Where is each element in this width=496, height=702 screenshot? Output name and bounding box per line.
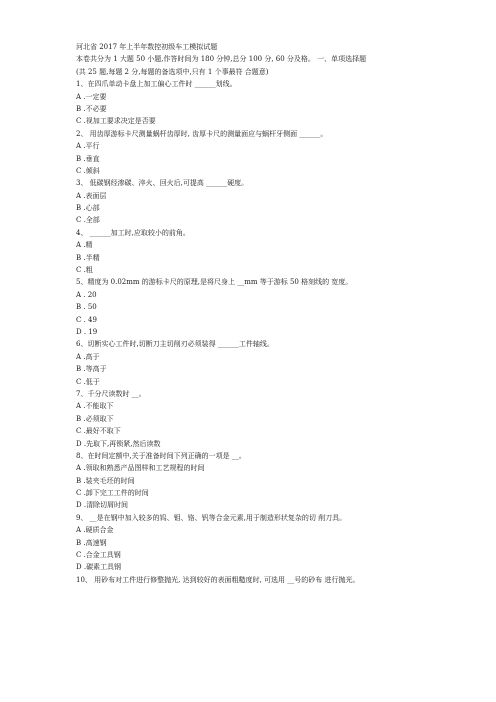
question-block: [76, 177, 436, 227]
answer-option: C .全部: [76, 216, 100, 225]
question-block: [76, 276, 436, 338]
answer-option: A . 20: [76, 290, 97, 299]
question-stem: 9、 __是在钢中加入较多的钨、钼、铬、钒等合金元素,用于制造形状复杂的切 削刀具。: [76, 513, 347, 522]
answer-option: B .半精: [76, 253, 100, 262]
answer-option: B .装夹毛坯的时间: [76, 476, 135, 485]
answer-option: B .垂直: [76, 154, 100, 163]
question-block: [76, 227, 436, 277]
question-stem: 5、精度为 0.02mm 的游标卡尺的原理,是将尺身上 __mm 等于游标 50 格刻线的 宽度。: [76, 278, 353, 287]
answer-option: B .必须取下: [76, 414, 114, 423]
question-stem: 7、千分尺读数时 __。: [76, 389, 146, 398]
answer-option: A .表面层: [76, 191, 107, 200]
question-stem: 6、切断实心工件时,切断刀主切削刃必须装得 ______工件轴线。: [76, 340, 274, 349]
answer-option: A .平行: [76, 142, 100, 151]
document-title: 河北省 2017 年上半年数控初级车工模拟试题: [76, 43, 218, 51]
question-stem: 2、 用齿厚游标卡尺测量蜗杆齿厚时, 齿厚卡尺的测量面应与蜗杆牙侧面 ______。: [76, 129, 328, 138]
question-block: [76, 388, 436, 450]
answer-option: D .先取下,再锁紧,然后读数: [76, 439, 161, 448]
answer-option: D . 19: [76, 327, 98, 336]
answer-option: C .最好不取下: [76, 427, 121, 436]
answer-option: A .高于: [76, 352, 100, 361]
question-block: [76, 574, 436, 586]
question-stem: 3、 低碳钢经渗碳、淬火、回火后,可提高 ______硬度。: [76, 179, 249, 188]
document-body: [76, 41, 436, 586]
answer-option: A .一定要: [76, 92, 107, 101]
answer-option: A .领取和熟悉产品图样和工艺规程的时间: [76, 464, 205, 473]
answer-option: C . 49: [76, 315, 97, 324]
answer-option: B .高速钢: [76, 538, 107, 547]
question-stem: 1、在四爪单动卡盘上加工偏心工件时 ______划线。: [76, 80, 237, 89]
answer-option: A .不能取下: [76, 402, 114, 411]
answer-option: C .视加工要求决定是否要: [76, 117, 156, 126]
answer-option: D .清除切屑时间: [76, 501, 129, 510]
answer-option: A .精: [76, 241, 93, 250]
question-block: [76, 78, 436, 128]
answer-option: B .不必要: [76, 104, 107, 113]
answer-option: B . 50: [76, 303, 97, 312]
question-list: [76, 78, 436, 586]
question-block: [76, 450, 436, 512]
question-stem: 4、 ______加工时,应取较小的前角。: [76, 228, 190, 237]
answer-option: C .低于: [76, 377, 100, 386]
answer-option: C .卸下完工工件的时间: [76, 489, 149, 498]
answer-option: C .合金工具钢: [76, 551, 121, 560]
question-stem: 10、 用砂布对工件进行修整抛光, 达到较好的表面粗糙度时, 可选用 __号的砂布 进行抛光。: [76, 575, 360, 584]
question-block: [76, 512, 436, 574]
answer-option: D .碳素工具钢: [76, 563, 122, 572]
answer-option: B .心部: [76, 204, 100, 213]
answer-option: B .等高于: [76, 365, 107, 374]
answer-option: A .硬质合金: [76, 526, 114, 535]
answer-option: C .倾斜: [76, 166, 100, 175]
answer-option: C .粗: [76, 266, 93, 275]
question-stem: 8、在时间定额中,关于准备时间下列正确的一项是 __。: [76, 451, 246, 460]
intro-text: (共 25 题,每题 2 分,每题的备选项中,只有 1 个事最符 合题意): [76, 67, 269, 76]
intro-text: 本卷共分为 1 大题 50 小题,作答时间为 180 分钟,总分 100 分, 60 分及格。 一、单项选择题: [76, 55, 367, 64]
question-block: [76, 128, 436, 178]
question-block: [76, 338, 436, 388]
